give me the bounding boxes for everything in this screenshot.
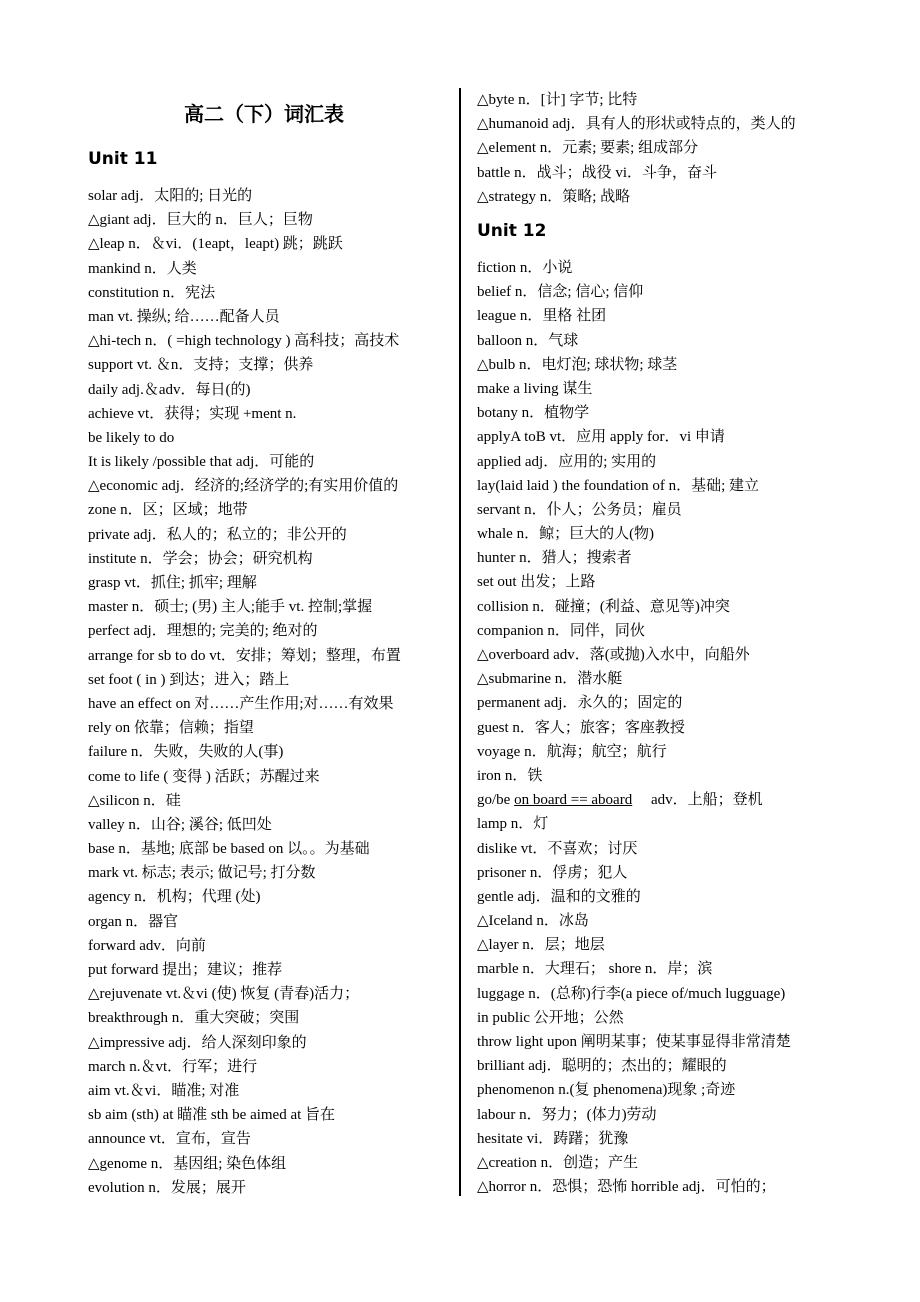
vocab-entry: hesitate vi．踌躇；犹豫 xyxy=(477,1130,629,1147)
vocab-entry: △humanoid adj．具有人的形状或特点的，类人的 xyxy=(477,116,796,133)
vocab-entry: league n．里格 社团 xyxy=(477,308,607,325)
vocab-entry: set foot ( in ) 到达；进入；踏上 xyxy=(88,671,290,688)
unit-12-vocab-list xyxy=(477,256,857,1199)
vocab-entry: whale n．鲸；巨大的人(物) xyxy=(477,526,655,543)
vocab-entry: fiction n．小说 xyxy=(477,260,573,276)
vocab-entry: phenomenon n.(复 phenomena)现象 ;奇迹 xyxy=(477,1082,736,1099)
vocab-entry: announce vt．宣布，宣告 xyxy=(88,1131,251,1148)
vocab-entry: belief n．信念; 信心; 信仰 xyxy=(477,284,644,301)
vocab-entry: △hi-tech n．( =high technology ) 高科技；高技术 xyxy=(88,333,400,350)
vocab-entry: valley n．山谷; 溪谷; 低凹处 xyxy=(88,816,272,833)
vocab-entry: guest n．客人；旅客；客座教授 xyxy=(477,719,685,736)
vocab-entry: grasp vt．抓住; 抓牢; 理解 xyxy=(88,575,257,591)
vocab-entry: perfect adj．理想的; 完美的; 绝对的 xyxy=(88,623,318,640)
vocab-entry: collision n．碰撞；(利益、意见等)冲突 xyxy=(477,598,730,615)
vocab-entry: be likely to do xyxy=(88,429,175,446)
unit-11-vocab-list-continued xyxy=(477,88,857,209)
vocab-entry: march n.＆vt．行军；进行 xyxy=(88,1058,258,1075)
vocab-entry: dislike vt．不喜欢；讨厌 xyxy=(477,840,638,857)
vocab-entry: △giant adj．巨大的 n．巨人；巨物 xyxy=(88,212,313,229)
vocab-entry: △rejuvenate vt.＆vi (使) 恢复 (青春)活力； xyxy=(88,986,360,1003)
vocab-entry: achieve vt．获得；实现 +ment n. xyxy=(88,405,297,422)
vocab-entry: iron n．铁 xyxy=(477,767,543,784)
vocab-entry: lamp n．灯 xyxy=(477,816,549,833)
vocab-entry: △element n．元素; 要素; 组成部分 xyxy=(477,140,699,157)
vocab-entry: △horror n．恐惧；恐怖 horrible adj．可怕的； xyxy=(477,1179,776,1196)
page-title: 高二（下）词汇表 xyxy=(184,102,344,126)
vocab-entry: forward adv．向前 xyxy=(88,937,206,954)
vocab-entry: base n．基地; 底部 be based on 以。。为基础 xyxy=(88,841,370,858)
unit-12-heading: Unit 12 xyxy=(477,221,547,241)
vocab-entry: labour n．努力；(体力)劳动 xyxy=(477,1106,657,1123)
vocab-entry: △submarine n．潜水艇 xyxy=(477,671,623,688)
unit-11-vocab-list xyxy=(88,184,450,1200)
vocab-entry: △creation n．创造；产生 xyxy=(477,1154,639,1171)
vocab-entry: △Iceland n．冰岛 xyxy=(477,913,589,930)
vocab-entry: institute n．学会；协会；研究机构 xyxy=(88,550,313,567)
vocab-entry: △layer n．层；地层 xyxy=(477,937,605,954)
vocab-entry: △leap n．＆vi．(1eapt，leapt) 跳；跳跃 xyxy=(88,236,343,253)
vocab-entry: arrange for sb to do vt．安排；筹划；整理，布置 xyxy=(88,647,401,664)
vocab-entry: balloon n．气球 xyxy=(477,332,579,349)
vocab-entry: △bulb n．电灯泡; 球状物; 球茎 xyxy=(477,356,678,373)
vocab-entry: permanent adj．永久的；固定的 xyxy=(477,695,683,712)
vocab-entry: man vt. 操纵; 给……配备人员 xyxy=(88,308,280,325)
vocab-entry: applied adj．应用的; 实用的 xyxy=(477,453,657,470)
vocab-entry: evolution n．发展；展开 xyxy=(88,1179,246,1196)
vocab-entry: mark vt. 标志; 表示; 做记号; 打分数 xyxy=(88,865,316,882)
vocab-entry: △strategy n．策略; 战略 xyxy=(477,188,631,205)
vocab-entry: set out 出发；上路 xyxy=(477,574,596,591)
vocab-entry: daily adj.＆adv．每日(的) xyxy=(88,381,251,398)
vocab-entry: make a living 谋生 xyxy=(477,380,593,397)
vocab-entry: constitution n．宪法 xyxy=(88,284,216,301)
vocab-entry: put forward 提出；建议；推荐 xyxy=(88,962,283,978)
vocab-entry: △silicon n．硅 xyxy=(88,792,181,809)
vocab-entry: applyA toB vt．应用 apply for．vi 申请 xyxy=(477,429,725,446)
vocab-entry: zone n．区；区域；地带 xyxy=(88,502,248,519)
column-divider xyxy=(459,88,461,1196)
vocab-entry: organ n．器官 xyxy=(88,913,179,930)
vocab-entry: servant n．仆人；公务员；雇员 xyxy=(477,501,682,518)
vocab-entry: gentle adj．温和的文雅的 xyxy=(477,888,641,905)
vocab-entry: voyage n．航海；航空；航行 xyxy=(477,743,667,760)
vocab-entry: lay(laid laid ) the foundation of n．基础; 建立 xyxy=(477,477,760,494)
vocab-entry: It is likely /possible that adj．可能的 xyxy=(88,454,315,471)
vocab-entry: come to life ( 变得 ) 活跃；苏醒过来 xyxy=(88,768,320,785)
vocab-entry: luggage n．(总称)行李(a piece of/much lugguage) xyxy=(477,985,786,1002)
vocab-entry: in public 公开地；公然 xyxy=(477,1009,624,1026)
vocab-entry: failure n．失败，失败的人(事) xyxy=(88,744,284,761)
vocab-entry: mankind n．人类 xyxy=(88,260,197,277)
vocab-entry: master n．硕士; (男) 主人;能手 vt. 控制;掌握 xyxy=(88,599,373,616)
vocab-entry: throw light upon 阐明某事；使某事显得非常清楚 xyxy=(477,1034,791,1050)
vocab-entry: sb aim (sth) at 瞄准 sth be aimed at 旨在 xyxy=(88,1107,336,1124)
vocab-entry: rely on 依靠；信赖；指望 xyxy=(88,720,254,737)
vocab-entry: have an effect on 对……产生作用;对……有效果 xyxy=(88,695,394,712)
vocab-entry: agency n．机构；代理 (处) xyxy=(88,889,261,906)
vocab-entry: support vt. ＆n．支持；支撑；供养 xyxy=(88,357,314,374)
vocab-entry: private adj．私人的；私立的；非公开的 xyxy=(88,526,347,543)
vocab-entry: △byte n．[计] 字节; 比特 xyxy=(477,92,638,108)
vocab-entry: solar adj．太阳的; 日光的 xyxy=(88,188,253,204)
vocab-entry: marble n．大理石； shore n．岸；滨 xyxy=(477,961,713,978)
unit-11-heading: Unit 11 xyxy=(88,149,158,169)
vocab-entry: go/be on board == aboard adv．上船；登机 xyxy=(477,792,763,809)
vocab-entry: battle n．战斗；战役 vi．斗争，奋斗 xyxy=(477,164,717,181)
vocab-entry: △economic adj．经济的;经济学的;有实用价值的 xyxy=(88,478,399,495)
vocab-entry: breakthrough n．重大突破；突围 xyxy=(88,1010,300,1027)
vocab-entry: brilliant adj．聪明的；杰出的；耀眼的 xyxy=(477,1058,727,1075)
vocab-entry: △overboard adv．落(或抛)入水中，向船外 xyxy=(477,647,750,663)
vocab-entry: companion n．同伴，同伙 xyxy=(477,622,645,639)
vocab-entry: hunter n．猎人；搜索者 xyxy=(477,550,632,567)
vocab-entry: botany n．植物学 xyxy=(477,405,590,422)
vocab-entry: △impressive adj．给人深刻印象的 xyxy=(88,1034,307,1051)
vocab-entry: prisoner n．俘虏；犯人 xyxy=(477,864,628,881)
vocab-entry: aim vt.＆vi．瞄准; 对准 xyxy=(88,1082,240,1099)
vocab-entry: △genome n．基因组; 染色体组 xyxy=(88,1155,287,1172)
